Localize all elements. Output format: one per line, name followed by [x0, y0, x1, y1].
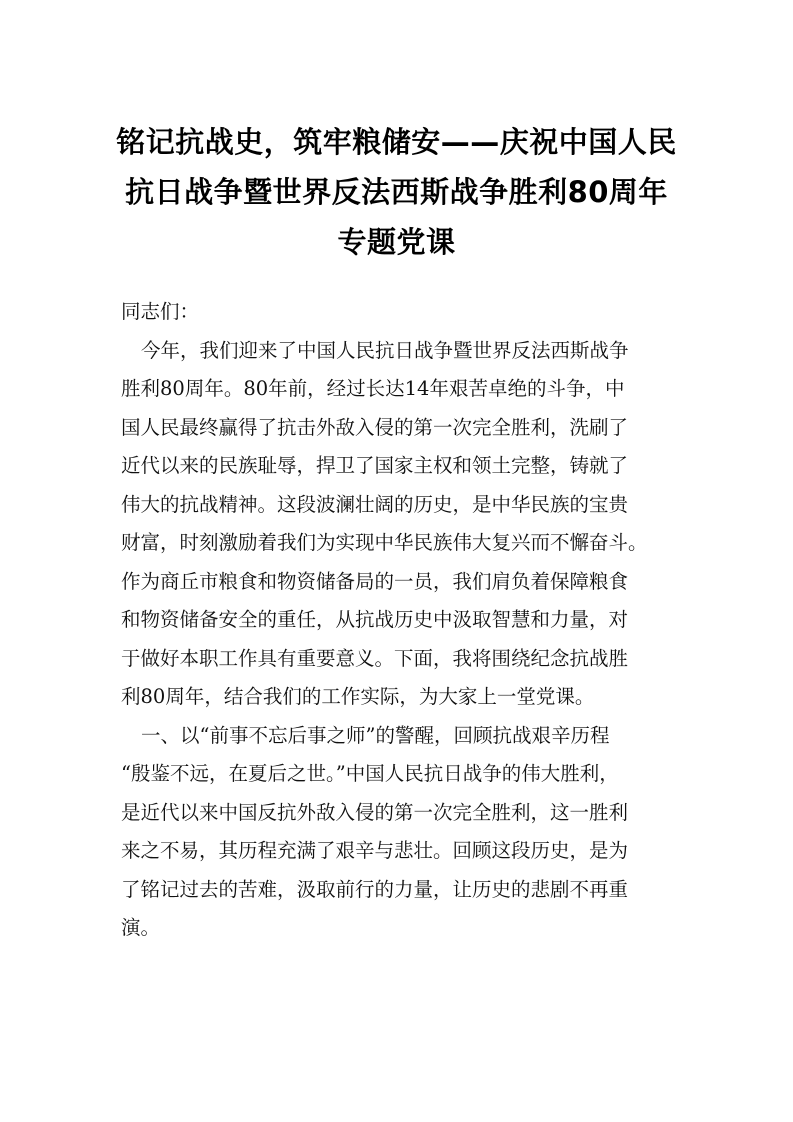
body-line: 财富，时刻激励着我们为实现中华民族伟大复兴而不懈奋斗。 [121, 531, 648, 554]
title-line-2: 抗日战争暨世界反法西斯战争胜利80周年 [125, 175, 668, 209]
body-line: “殷鉴不远，在夏后之世。”中国人民抗日战争的伟大胜利， [121, 762, 619, 785]
body-line: 今年，我们迎来了中国人民抗日战争暨世界反法西斯战争 [141, 338, 629, 362]
body-line: 伟大的抗战精神。这段波澜壮阔的历史，是中华民族的宝贵 [121, 492, 629, 516]
title-line-3: 专题党课 [337, 225, 456, 259]
body-line: 胜利80周年。80年前，经过长达14年艰苦卓绝的斗争，中 [121, 377, 625, 400]
document-title [100, 117, 693, 267]
body-line: 国人民最终赢得了抗击外敌入侵的第一次完全胜利，洗刷了 [121, 415, 629, 439]
body-line: 是近代以来中国反抗外敌入侵的第一次完全胜利，这一胜利 [121, 800, 629, 824]
body-line: 于做好本职工作具有重要意义。下面，我将围绕纪念抗战胜 [121, 646, 629, 670]
body-line: 作为商丘市粮食和物资储备局的一员，我们肩负着保障粮食 [121, 569, 629, 593]
body-line: 演。 [121, 916, 161, 939]
body-line: 了铭记过去的苦难，汲取前行的力量，让历史的悲剧不再重 [121, 877, 629, 901]
body-line: 近代以来的民族耻辱，捍卫了国家主权和领土完整，铸就了 [121, 454, 629, 477]
title-line-1: 铭记抗战史，筑牢粮储安——庆祝中国人民 [116, 125, 677, 159]
section-heading: 一、以“前事不忘后事之师”的警醒，回顾抗战艰辛历程 [141, 723, 610, 747]
body-line: 和物资储备安全的重任，从抗战历史中汲取智慧和力量，对 [121, 608, 629, 631]
salutation: 同志们： [121, 300, 200, 323]
body-line: 来之不易，其历程充满了艰辛与悲壮。回顾这段历史，是为 [121, 839, 629, 862]
document-body [121, 293, 681, 948]
body-line: 利80周年，结合我们的工作实际，为大家上一堂党课。 [121, 685, 595, 708]
